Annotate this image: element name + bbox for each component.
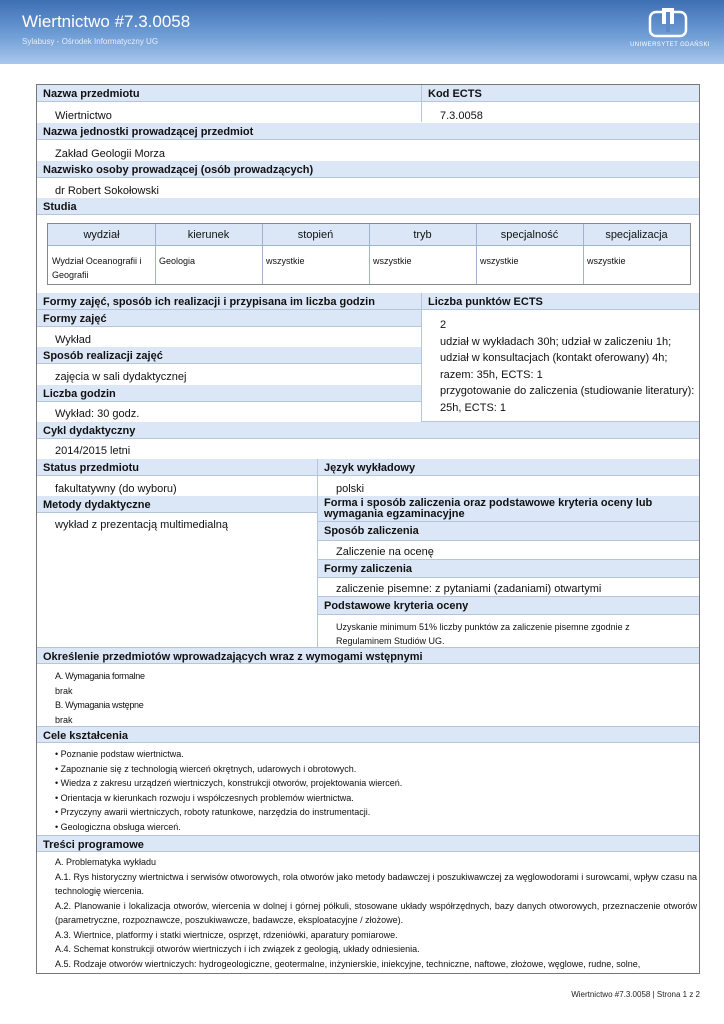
- ects-points-line: udział w konsultacjach (kontakt oferowany) 4h;: [440, 352, 668, 364]
- assessment-way-value: Zaliczenie na ocenę: [336, 546, 434, 558]
- lecturer-value: dr Robert Sokołowski: [55, 185, 159, 197]
- assessment-forms-value: zaliczenie pisemne: z pytaniami (zadaniami) otwartymi: [336, 583, 602, 595]
- studia-label: Studia: [37, 198, 700, 215]
- ects-points-line: razem: 35h, ECTS: 1: [440, 368, 543, 381]
- content-line: A.5. Rodzaje otworów wiertniczych: hydrogeologiczne, geotermalne, inżynierskie, iniekcyjne, techniczne, naftowe, złożowe, węglowe, rudne, solne,: [55, 958, 641, 969]
- content-list: [37, 855, 700, 971]
- studia-cell: Geologia: [159, 256, 196, 266]
- content-line: A.1. Rys historyczny wiertnictwa i serwisów otworowych, rola otworów jako metody badawczej i poszukiwawczej za węglowodorami i surowcami, wpływ czasu na technologię wiercenia.: [55, 871, 697, 896]
- language-value: polski: [317, 476, 700, 496]
- assessment-criteria-line: Uzyskanie minimum 51% liczby punktów za zaliczenie pisemne zgodnie z: [336, 622, 630, 632]
- page-footer: Wiertnictwo #7.3.0058 | Strona 1 z 2: [571, 990, 700, 999]
- page-subtitle: Sylabusy - Ośrodek Informatyczny UG: [22, 37, 159, 46]
- goal-item: • Przyczyny awarii wiertniczych, roboty ratunkowe, narzędzia do instrumentacji.: [55, 807, 371, 817]
- cycle-label: Cykl dydaktyczny: [37, 422, 700, 439]
- studia-col-header: wydział: [83, 229, 120, 241]
- assessment-way-label: Sposób zaliczenia: [318, 522, 700, 541]
- assessment-label: Forma i sposób zaliczenia oraz podstawowe kryteria oceny lub wymagania egzaminacyjne: [318, 496, 700, 522]
- goals-list: [37, 747, 700, 834]
- forms-section-label: Formy zajęć, sposób ich realizacji i przypisana im liczba godzin: [37, 293, 421, 310]
- prereq-a-label: A. Wymagania formalne: [55, 671, 145, 681]
- hours-value: Wykład: 30 godz.: [55, 408, 140, 420]
- content-label: Treści programowe: [37, 835, 700, 852]
- studia-col-header: kierunek: [187, 229, 230, 241]
- subject-name-label: Nazwa przedmiotu: [37, 85, 421, 102]
- goals-label: Cele kształcenia: [37, 726, 700, 743]
- syllabus-table: [36, 84, 700, 974]
- prerequisites-body: [37, 669, 700, 727]
- studia-col-header: specjalizacja: [605, 229, 668, 241]
- studia-cell: wszystkie: [373, 256, 412, 266]
- language-label: Język wykładowy: [317, 459, 700, 476]
- methods-value: wykład z prezentacją multimedialną: [55, 519, 229, 531]
- goal-item: • Orientacja w kierunkach rozwoju i współczesnych problemów wiertnictwa.: [55, 792, 354, 803]
- cycle-value: 2014/2015 letni: [55, 445, 131, 457]
- prereq-b-label: B. Wymagania wstępne: [55, 700, 144, 710]
- lecturer-label: Nazwisko osoby prowadzącej (osób prowadzących): [37, 161, 700, 178]
- prereq-a-value: brak: [55, 685, 73, 696]
- method-label: Sposób realizacji zajęć: [37, 347, 421, 364]
- goal-item: • Poznanie podstaw wiertnictwa.: [55, 749, 184, 759]
- status-label: Status przedmiotu: [37, 459, 317, 476]
- forms-value: Wykład: [55, 334, 91, 346]
- studia-cell: wszystkie: [587, 256, 626, 266]
- unit-value: Zakład Geologii Morza: [55, 148, 166, 160]
- university-name: UNIWERSYTET GDAŃSKI: [630, 42, 710, 48]
- studia-cell: wszystkie: [480, 256, 519, 266]
- unit-label: Nazwa jednostki prowadzącej przedmiot: [37, 123, 700, 140]
- hours-label: Liczba godzin: [37, 385, 421, 402]
- ects-points-label: Liczba punktów ECTS: [421, 293, 700, 310]
- ects-points-line: 2: [440, 319, 447, 331]
- prereq-b-value: brak: [55, 714, 73, 725]
- ects-code-label: Kod ECTS: [421, 85, 700, 102]
- studia-col-header: stopień: [297, 229, 334, 241]
- ects-points-line: przygotowanie do zaliczenia (studiowanie literatury):: [440, 385, 695, 397]
- studia-table: [47, 223, 691, 285]
- page-title: Wiertnictwo #7.3.0058: [22, 12, 191, 31]
- studia-cell: Wydział Oceanografii i Geografii: [52, 256, 142, 280]
- subject-name-value: Wiertnictwo: [55, 110, 112, 122]
- content-line: A.4. Schemat konstrukcji otworów wiertniczych i ich związek z geologią, układy odniesienia.: [55, 944, 420, 954]
- ects-points-cell: [421, 310, 700, 422]
- university-logo-icon: [648, 6, 688, 38]
- assessment-criteria-line: Regulaminem Studiów UG.: [336, 636, 445, 646]
- assessment-criteria-label: Podstawowe kryteria oceny: [318, 596, 700, 615]
- goal-item: • Geologiczna obsługa wierceń.: [55, 821, 181, 832]
- ects-points-line: 25h, ECTS: 1: [440, 401, 507, 414]
- content-line: A.2. Planowanie i lokalizacja otworów, wiercenia w dolnej i górnej półkuli, stosowane układy współrzędnych, bazy danych otworowych, przeznaczenie otworów (parametryczne, rozpoznawcze, poszukiwawcze, badawcze, eksploatacyjne / złożowe).: [55, 900, 697, 925]
- content-line: A. Problematyka wykładu: [55, 857, 157, 867]
- studia-col-header: specjalność: [500, 229, 559, 241]
- assessment-cell: [317, 496, 700, 650]
- studia-col-header: tryb: [413, 229, 432, 241]
- method-value: zajęcia w sali dydaktycznej: [55, 371, 187, 383]
- content-line: A.3. Wiertnice, platformy i statki wiertnicze, osprzęt, rdzeniówki, aparatury pomiarowe.: [55, 929, 398, 940]
- ects-code-value: 7.3.0058: [421, 102, 700, 122]
- ects-points-line: udział w wykładach 30h; udział w zaliczeniu 1h;: [440, 335, 672, 348]
- goal-item: • Zapoznanie się z technologią wierceń okrętnych, udarowych i obrotowych.: [55, 763, 357, 774]
- status-value: fakultatywny (do wyboru): [55, 483, 177, 495]
- goal-item: • Wiedza z zakresu urządzeń wiertniczych, konstrukcji otworów, projektowania wierceń.: [55, 778, 403, 788]
- prerequisites-label: Określenie przedmiotów wprowadzających wraz z wymogami wstępnymi: [37, 647, 700, 664]
- forms-label: Formy zajęć: [37, 310, 421, 327]
- assessment-forms-label: Formy zaliczenia: [318, 559, 700, 578]
- methods-label: Metody dydaktyczne: [37, 496, 317, 513]
- page-header: [0, 0, 724, 64]
- studia-cell: wszystkie: [266, 256, 305, 266]
